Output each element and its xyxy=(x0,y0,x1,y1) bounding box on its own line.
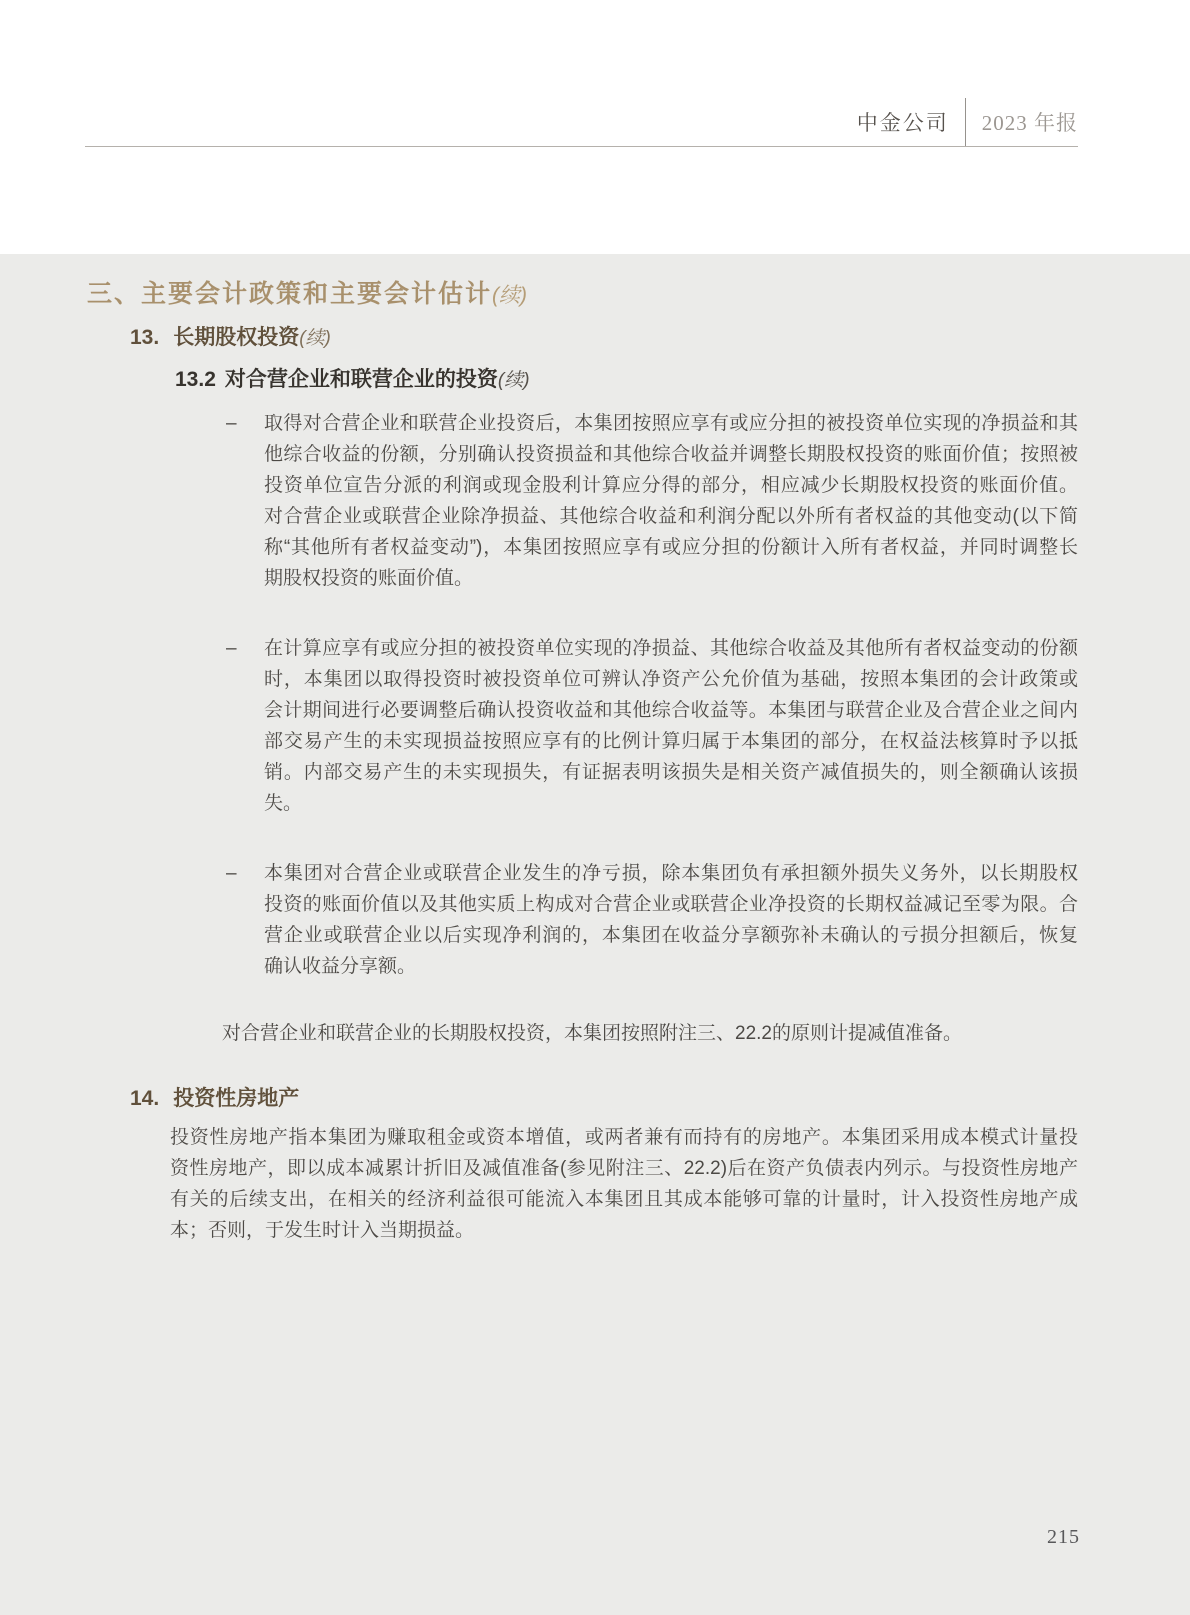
section-13-2-number: 13.2 xyxy=(175,368,216,391)
masthead xyxy=(857,98,1078,146)
bullet-paragraph xyxy=(264,408,1078,594)
paragraph-line: 营企业或联营企业以后实现净利润的，本集团在收益分享额弥补未确认的亏损分担额后，恢复 xyxy=(264,925,1078,946)
paragraph-line: 在计算应享有或应分担的被投资单位实现的净损益、其他综合收益及其他所有者权益变动的份额 xyxy=(264,638,1078,659)
paragraph-line: 失。 xyxy=(264,793,303,814)
paragraph-line: 销。内部交易产生的未实现损失，有证据表明该损失是相关资产减值损失的，则全额确认该损 xyxy=(264,762,1078,783)
bullet-item xyxy=(226,408,1078,594)
main-heading-cont: (续) xyxy=(492,284,528,307)
bullet-paragraph xyxy=(264,633,1078,819)
main-heading xyxy=(87,274,527,310)
paragraph-line: 有关的后续支出，在相关的经济利益很可能流入本集团且其成本能够可靠的计量时，计入投资性房地产成 xyxy=(170,1189,1078,1210)
paragraph-line: 确认收益分享额。 xyxy=(264,956,417,977)
edition-label: 2023 年报 xyxy=(981,111,1078,135)
paragraph-line: 他综合收益的份额，分别确认投资损益和其他综合收益并调整长期股权投资的账面价值；按照被 xyxy=(264,444,1078,465)
section-14-number: 14. xyxy=(130,1087,160,1110)
header-rule xyxy=(85,146,1078,147)
main-heading-text: 三、主要会计政策和主要会计估计 xyxy=(87,280,493,308)
section-14-heading xyxy=(130,1082,299,1112)
section-13-number: 13. xyxy=(130,326,160,349)
bullet-dash-marker: – xyxy=(226,863,237,884)
section-13-2-subheading xyxy=(175,363,530,393)
paragraph-line: 时，本集团以取得投资时被投资单位可辨认净资产公允价值为基础，按照本集团的会计政策或 xyxy=(264,669,1078,690)
bullet-dash-marker: – xyxy=(226,638,237,659)
page-number: 215 xyxy=(1047,1526,1080,1548)
paragraph-line: 部交易产生的未实现损益按照应享有的比例计算归属于本集团的部分，在权益法核算时予以抵 xyxy=(264,731,1078,752)
bullet-item xyxy=(226,858,1078,982)
company-name: 中金公司 xyxy=(856,111,949,135)
paragraph-line: 本集团对合营企业或联营企业发生的净亏损，除本集团负有承担额外损失义务外，以长期股权 xyxy=(264,863,1078,884)
bullet-item xyxy=(226,633,1078,819)
closing-paragraph: 对合营企业和联营企业的长期股权投资，本集团按照附注三、22.2的原则计提减值准备。 xyxy=(222,1023,962,1044)
section-14-paragraph xyxy=(170,1122,1078,1246)
bullet-paragraph xyxy=(264,858,1078,982)
section-13-2-title: 对合营企业和联营企业的投资 xyxy=(224,368,498,391)
masthead-divider xyxy=(965,98,966,146)
paragraph-line: 对合营企业或联营企业除净损益、其他综合收益和利润分配以外所有者权益的其他变动(以下简 xyxy=(264,506,1078,527)
paragraph-line: 称“其他所有者权益变动”)，本集团按照应享有或应分担的份额计入所有者权益，并同时调整长 xyxy=(264,537,1078,558)
section-13-cont: (续) xyxy=(299,328,331,349)
paragraph-line: 资性房地产，即以成本减累计折旧及减值准备(参见附注三、22.2)后在资产负债表内列示。与投资性房地产 xyxy=(170,1158,1078,1179)
paragraph-line: 本；否则，于发生时计入当期损益。 xyxy=(170,1220,475,1241)
paragraph-line: 期股权投资的账面价值。 xyxy=(264,568,474,589)
section-13-2-cont: (续) xyxy=(497,370,530,391)
paragraph-line: 投资单位宣告分派的利润或现金股利计算应分得的部分，相应减少长期股权投资的账面价值。 xyxy=(264,475,1078,496)
paragraph-line: 取得对合营企业和联营企业投资后，本集团按照应享有或应分担的被投资单位实现的净损益和其 xyxy=(264,413,1078,434)
paragraph-line: 会计期间进行必要调整后确认投资收益和其他综合收益等。本集团与联营企业及合营企业之间内 xyxy=(264,700,1078,721)
paragraph-line: 投资性房地产指本集团为赚取租金或资本增值，或两者兼有而持有的房地产。本集团采用成本模式计量投 xyxy=(170,1127,1078,1148)
section-13-heading xyxy=(130,321,331,351)
bullet-dash-marker: – xyxy=(226,413,237,434)
section-14-title: 投资性房地产 xyxy=(173,1087,300,1110)
section-13-title: 长期股权投资 xyxy=(173,326,300,349)
paragraph-line: 投资的账面价值以及其他实质上构成对合营企业或联营企业净投资的长期权益减记至零为限。合 xyxy=(264,894,1078,915)
